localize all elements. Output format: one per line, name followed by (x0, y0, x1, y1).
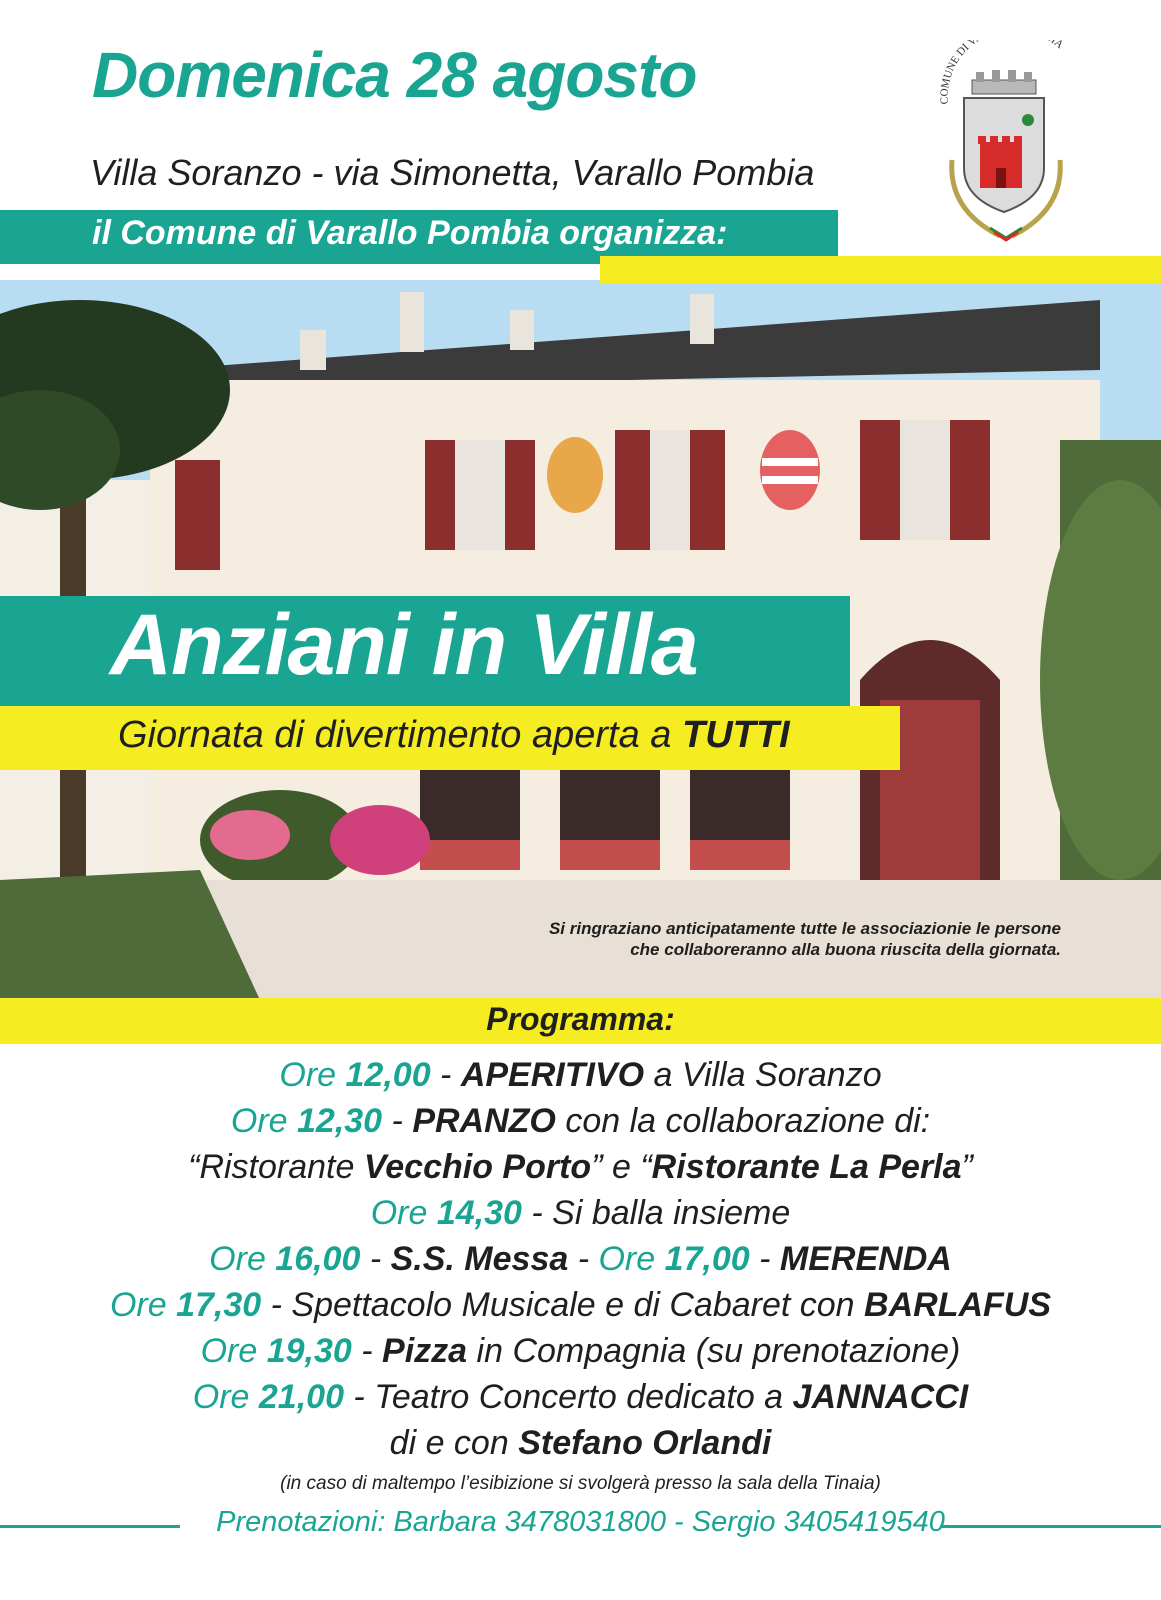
thanks-line: Si ringraziano anticipatamente tutte le associazionie le persone (548, 919, 1061, 938)
program-segment: a Villa Soranzo (644, 1056, 882, 1094)
program-segment: 12,00 (345, 1056, 431, 1094)
program-line (0, 1052, 1161, 1098)
event-title: Anziani in Villa (110, 597, 698, 693)
program-segment: Ore (279, 1056, 346, 1094)
program-segment: 17,30 (176, 1286, 262, 1324)
program-segment: Ore (209, 1240, 276, 1278)
program-segment: Ore (200, 1332, 267, 1370)
bookings-contact: Prenotazioni: Barbara 3478031800 - Sergio 3405419540 (216, 1506, 945, 1538)
program-line (0, 1190, 1161, 1236)
program-segment: APERITIVO (460, 1056, 645, 1094)
program-segment: Ore (109, 1286, 177, 1324)
program-segment: BARLAFUS (864, 1286, 1052, 1324)
program-segment: Stefano Orlandi (518, 1424, 772, 1462)
crest-label: COMUNE DI V IA (938, 40, 1066, 105)
municipal-crest-icon (930, 40, 1092, 250)
program-schedule (0, 1052, 1161, 1502)
program-line (0, 1282, 1161, 1328)
program-segment: ” e “ (591, 1148, 652, 1186)
program-line (0, 1374, 1161, 1420)
program-segment: - Si balla insieme (521, 1194, 791, 1232)
program-segment: 21,00 (258, 1378, 344, 1416)
organizer-text: il Comune di Varallo Pombia organizza: (92, 214, 728, 252)
program-segment: - (749, 1240, 780, 1278)
thanks-note (549, 918, 1061, 960)
program-segment: Ore (230, 1102, 297, 1140)
program-segment: - Teatro Concerto dedicato a (343, 1378, 793, 1416)
program-segment: Ore (370, 1194, 437, 1232)
program-segment: ” (961, 1148, 973, 1186)
program-segment: “Ristorante (188, 1148, 364, 1186)
program-line (0, 1420, 1161, 1466)
program-segment: di e con (389, 1424, 519, 1462)
program-segment: - (382, 1102, 413, 1140)
program-segment: con la collaborazione di: (555, 1102, 931, 1140)
weather-note: (in caso di maltempo l’esibizione si svolgerà presso la sala della Tinaia) (280, 1473, 881, 1494)
program-segment: Vecchio Porto (363, 1148, 592, 1186)
program-segment: - (430, 1056, 461, 1094)
program-segment: 19,30 (266, 1332, 352, 1370)
program-line (0, 1144, 1161, 1190)
program-segment: in Compagnia (su prenotazione) (467, 1332, 961, 1370)
program-segment: 12,30 (297, 1102, 383, 1140)
program-segment: S.S. Messa (390, 1240, 569, 1278)
program-segment: 14,30 (436, 1194, 522, 1232)
program-segment: JANNACCI (792, 1378, 969, 1416)
program-segment: Ore (598, 1240, 665, 1278)
program-segment: 17,00 (664, 1240, 750, 1278)
event-subtitle: Giornata di divertimento aperta a TUTTI (118, 714, 790, 756)
program-segment: - (568, 1240, 599, 1278)
program-title: Programma: (486, 1001, 675, 1037)
program-segment: Pizza (382, 1332, 468, 1370)
program-line (0, 1328, 1161, 1374)
program-segment: PRANZO (412, 1102, 556, 1140)
program-segment: - (351, 1332, 383, 1370)
program-segment: Ore (192, 1378, 259, 1416)
program-segment: Ristorante La Perla (651, 1148, 962, 1186)
accent-band (600, 256, 1161, 284)
program-segment: - (360, 1240, 391, 1278)
event-date-title: Domenica 28 agosto (92, 39, 697, 111)
event-location: Villa Soranzo - via Simonetta, Varallo Pombia (90, 152, 815, 193)
program-line (0, 1236, 1161, 1282)
thanks-line: che collaboreranno alla buona riuscita della giornata. (630, 940, 1061, 959)
program-segment: - Spettacolo Musicale e di Cabaret con (261, 1286, 865, 1324)
program-line (0, 1098, 1161, 1144)
program-segment: MERENDA (779, 1240, 952, 1278)
program-segment: 16,00 (275, 1240, 361, 1278)
